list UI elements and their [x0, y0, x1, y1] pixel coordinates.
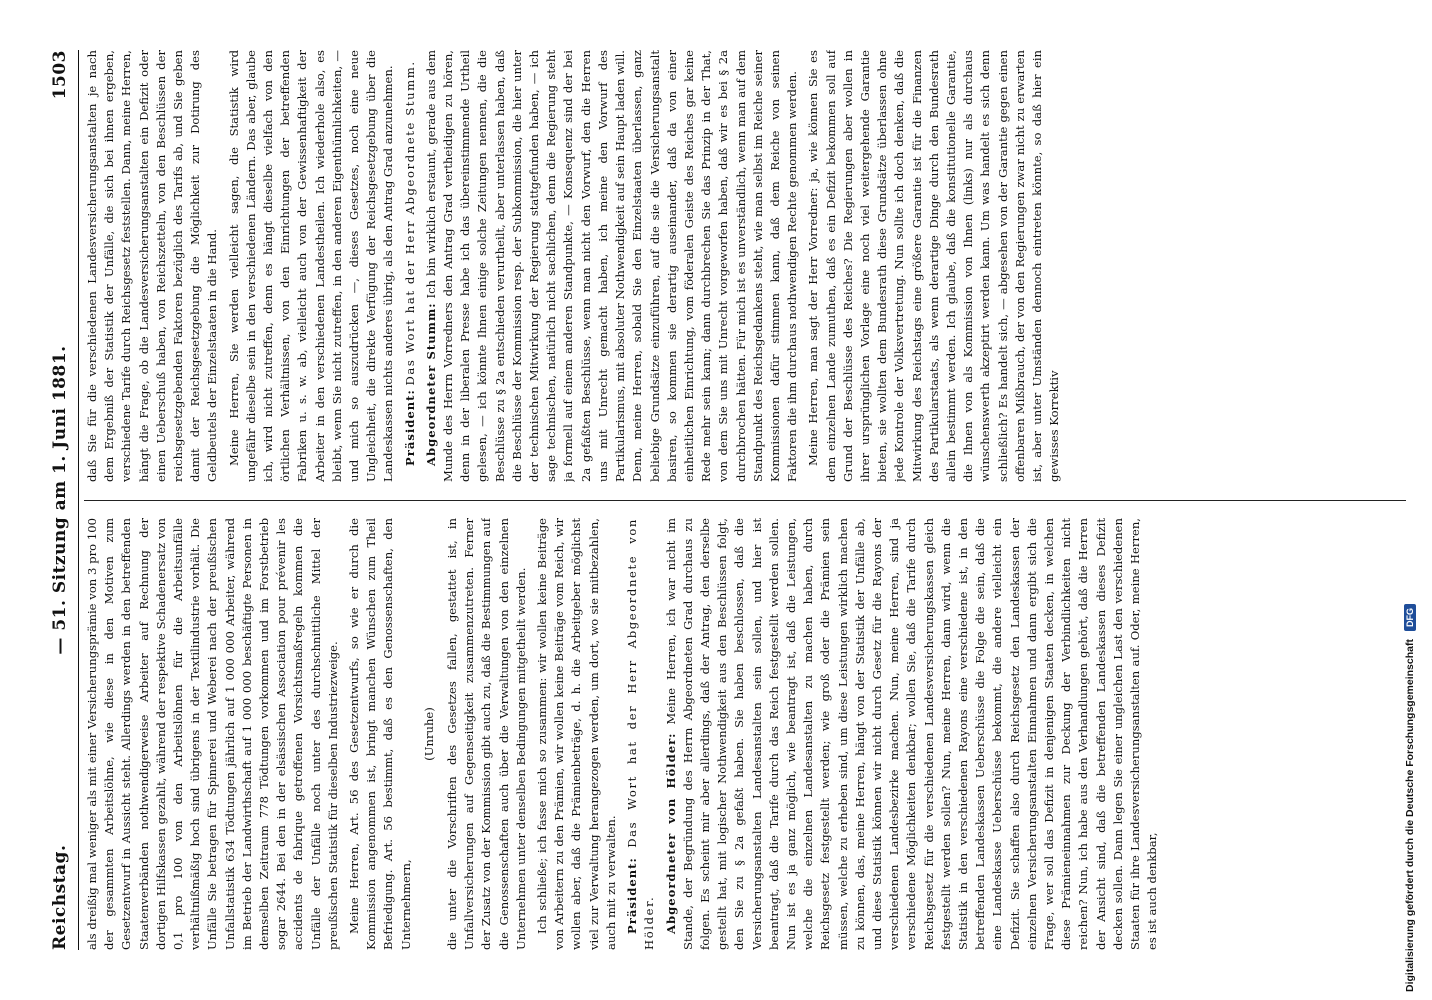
header-session-date: — 51. Sitzung am 1. Juni 1881.: [50, 345, 70, 655]
right-column: [84, 50, 1406, 482]
credit-text: Digitalisierung gefördert durch die Deutsche Forschungsgemeinschaft: [1404, 639, 1416, 992]
digitization-credit: [1404, 2, 1426, 992]
paragraph: Meine Herren, Sie werden vielleicht sagen, die Statistik wird ungefähr dieselbe sein in den verschiedenen Ländern. Das aber, glaube ich, wird nicht zutreffen, denn es hängt dieselbe vielfach von den örtlichen Verhältnissen, von den Einrichtungen der betreffenden Fabriken u. s. w. ab, vielleicht auch von der Gewissenhaftigkeit der Arbeiter in den verschiedenen Landestheilen. Ich wiederhole also, es bleibt, wenn Sie nicht zutreffen, in den anderen Eigenthümlichkeiten, — und mich so auszudrücken —, dieses Gesetzes, noch eine neue Ungleichheit, die direkte Verfügung der Reichsgesetzgebung über die Landeskassen nichts anderes übrig, als den Antrag Grad anzunehmen.: [226, 50, 396, 482]
left-column: [84, 518, 1406, 950]
paragraph: Meine Herren, man sagt der Herr Vorredner: ja, wie können Sie es dem einzelnen Lande zumuthen, daß es ein Defizit bekommen soll auf Grund der Beschlüsse des Reiches? Die Regierungen aber wollen in ihrer ursprünglichen Vorlage eine noch viel weitergehende Garantie bieten, sie wollten dem Bundesrath diese Grundsätze überlassen ohne jede Kontrole der Volksvertretung. Nun sollte ich doch denken, daß die Mitwirkung des Reichstags eine größere Garantie ist für die Finanzen des Partikularstaats, als wenn derartige Dinge durch den Bundesrath allein bestimmt werden. Ich glaube, daß die konstitutionelle Garantie, die Ihnen von als Kommission von Ihnen (links) nur als durchaus wünschenswerth akzeptirt werden kann. Um was handelt es sich denn schließlich? Es handelt sich, — abgesehen von der Garantie gegen einen offenbaren Mißbrauch, der von den Regierungen zwar nicht zu erwarten ist, aber unter Umständen dennoch eintreten könnte, so daß hier ein gewisses Korrektiv: [806, 50, 1062, 482]
speaker-name: Präsident:: [402, 389, 417, 466]
speaker-name: Abgeordneter Stumm:: [423, 302, 438, 466]
page-header: [50, 50, 76, 950]
speech-text: Ich bin wirklich erstaunt, gerade aus dem Munde des Herrn Vorredners den Antrag Grad vertheidigen zu hören, denn in der liberalen Presse habe ich das übereinstimmende Urtheil gelesen, — ich könnte Ihnen einige solche Zeitungen nennen, die die Beschlüsse zu § 2a entschieden verurtheilt, aber unterlassen haben, daß die Beschlüsse der Kommission resp. der Subkommission, die hier unter der technischen Mitwirkung der Regierung stattgefunden haben, — ich sage technischen, natürlich nicht sachlichen, denn die Regierung steht ja formell auf einem anderen Standpunkte, — Konsequenz sind der bei 2a gefaßten Beschlüsse, wenn man nicht den Vorwurf, den die Herren uns mit Unrecht gemacht haben, ich meine den Vorwurf des Partikularismus, mit absoluter Nothwendigkeit auf sein Haupt laden will. Denn, meine Herren, sobald Sie den Einzelstaaten überlassen, ganz beliebige Grundsätze einzuführen, auf die sie die Versicherungsanstalt basiren, so kommen sie derartig auseinander, daß da von einer einheitlichen Einrichtung, vom föderalen Geiste des Reiches gar keine Rede mehr sein kann; dann durchbrechen Sie das Prinzip in der That, von dem Sie uns mit Unrecht vorgeworfen haben, daß wir es bei § 2a durchbrochen hätten. Für mich ist es unverständlich, wenn man auf dem Standpunkt des Reichsgedankens steht, wie man selbst im Reiche seiner Kommissionen dafür stimmen kann, daß dem Reiche von seinen Faktoren die ihm durchaus nothwendigen Rechte genommen werden.: [423, 50, 800, 482]
header-rule: [78, 50, 79, 950]
paragraph: die unter die Vorschriften des Gesetzes fallen, gestattet ist, in Unfallversicherungen auf Gegenseitigkeit zusammenzutreten. Ferner der Zusatz von der Kommission gibt auch zu, daß die Bestimmungen auf die Genossenschaften auch über die Verwaltungen von den einzelnen Unternehmen unter denselben Bedingungen mitgetheilt werden.: [445, 518, 528, 950]
paragraph: Meine Herren, Art. 56 des Gesetzentwurfs, so wie er durch die Kommission angenommen ist, bringt manchen Wünschen zum Theil Befriedigung. Art. 56 bestimmt, daß es den Genossenschaften, den Unternehmern,: [347, 518, 413, 950]
paragraph: Ich schließe; ich fasse mich so zusammen: wir wollen keine Beiträge von Arbeitern zu den Prämien, wir wollen keine Beiträge vom Reich, wir wollen aber, daß die Prämienbeträge, d. h. die Arbeitgeber möglichst viel zur Verwaltung herangezogen werden, um dort, wo sie mitbezahlen, auch mit zu verwalten.: [535, 518, 618, 950]
header-publication: Reichstag.: [50, 844, 70, 950]
speaker-paragraph: [663, 518, 1162, 950]
speaker-name: Abgeordneter von Hölder:: [663, 732, 678, 934]
speech-text: Meine Herren, ich war nicht im Stande, der Begründung des Herrn Abgeordneten Grad durchaus zu folgen. Es scheint mir aber allerdings, daß der Antrag, den derselbe gestellt hat, mit logischer Nothwendigkeit aus den Beschlüssen folgt, den Sie zu § 2a gefaßt haben. Sie haben beschlossen, daß die Versicherungsanstalten Landesanstalten sein sollen, und hier ist beantragt, daß die Tarife durch das Reich festgestellt werden sollen. Nun ist es ja ganz möglich, wie beantragt ist, daß die Leistungen, welche die einzelnen Landesanstalten zu machen haben, durch Reichsgesetz festgestellt werden; wie groß oder die Prämien sein müssen, welche zu erheben sind, um diese Leistungen wirklich machen zu können, das, meine Herren, hängt von der Statistik der Unfälle ab, und diese Statistik können wir nicht durch Gesetz für die Rayons der verschiedenen Landesbezirke machen. Nun, meine Herren, sind ja verschiedene Möglichkeiten denkbar; wollen Sie, daß die Tarife durch Reichsgesetz für die verschiedenen Landesversicherungskassen gleich festgestellt werden sollen? Nun, meine Herren, dann wird, wenn die Statistik in den verschiedenen Rayons eine verschiedene ist, in den betreffenden Landeskassen Ueberschüsse die Folge die sein, daß die eine Landeskasse Ueberschüsse bekommt, die andere vielleicht ein Defizit. Sie schaffen also durch Reichsgesetz den Landeskassen der einzelnen Versicherungsanstalten Einnahmen und dann ergibt sich die Frage, wer soll das Defizit in denjenigen Staaten decken, in welchen diese Prämieneinnahmen zur Deckung der Verbindlichkeiten nicht reichen? Nun, ich habe aus den Verhandlungen gehört, daß die Herren der Ansicht sind, daß die betreffenden Landeskassen dieses Defizit decken sollen. Dann legen Sie einer ungleichen Last den verschiedenen Staaten für ihre Landesversicherungsanstalten auf. Oder, meine Herren, es ist auch denkbar,: [663, 518, 1160, 950]
document-page: [50, 50, 1410, 950]
speaker-name: Präsident:: [625, 857, 640, 934]
header-page-number: 1503: [50, 50, 70, 100]
interjection: (Unruhe): [421, 707, 436, 761]
paragraph: als dreißig mal weniger als mit einer Versicherungsprämie von 3 pro 100 der gesammten Arbeitslöhne, wie diese in den Motiven zum Gesetzentwurf in Aussicht steht. Allerdings werden in den betreffenden Staatenverbänden nothwendigerweise Arbeiter auf Rechnung der dortigen Hilfskassen gezahlt, während der respektive Schadenersatz von 0,1 pro 100 von den Arbeitslöhnen für die Arbeitsunfälle verhältnißmäßig hoch sind übrigens in der Textilindustrie vorhält. Die Unfälle Sie betragen für Spinnerei und Weberei nach der preußischen Unfallstatistik 634 Tödtungen jährlich auf 1 000 000 Arbeiter, während im Betrieb der Landwirthschaft auf 1 000 000 beschäftigte Personen in demselben Zeitraum 778 Tödtungen vorkommen und im Forstbetrieb sogar 2644. Bei den in der elsässischen Association pour prévenir les accidents de fabrique getroffenen Vorsichtsmaßregeln kommen die Unfälle der Unfälle noch unter des durchschnittliche Mittel der preußischen Statistik für dieselben Industriezweige.: [85, 518, 340, 950]
column-divider: [84, 500, 1406, 501]
speech-text: Das Wort hat der Herr Abgeordnete von Hölder.: [625, 518, 657, 950]
dfg-logo: DFG: [1404, 604, 1416, 631]
speaker-paragraph: [423, 50, 801, 482]
paragraph: daß Sie für die verschiedenen Landesversicherungsanstalten je nach dem Ergebniß der Statistik der Unfälle, die sich bei ihnen ergeben, verschiedene Tarife durch Reichsgesetz feststellen. Dann, meine Herren, hängt die Frage, ob die Landesversicherungsanstalten ein Defizit oder einen Ueberschuß haben, von Reichszetteln, von den Beschlüssen der reichsgesetzgebenden Faktoren bezüglich des Tarifs ab, und Sie geben damit der Reichsgesetzgebung die Möglichkeit zur Dotirung des Geldbeutels der Einzelstaaten in die Hand.: [85, 50, 220, 482]
speaker-paragraph: [624, 518, 658, 950]
speech-text: Das Wort hat der Herr Abgeordnete Stumm.: [402, 60, 417, 386]
speaker-paragraph: [402, 50, 419, 482]
